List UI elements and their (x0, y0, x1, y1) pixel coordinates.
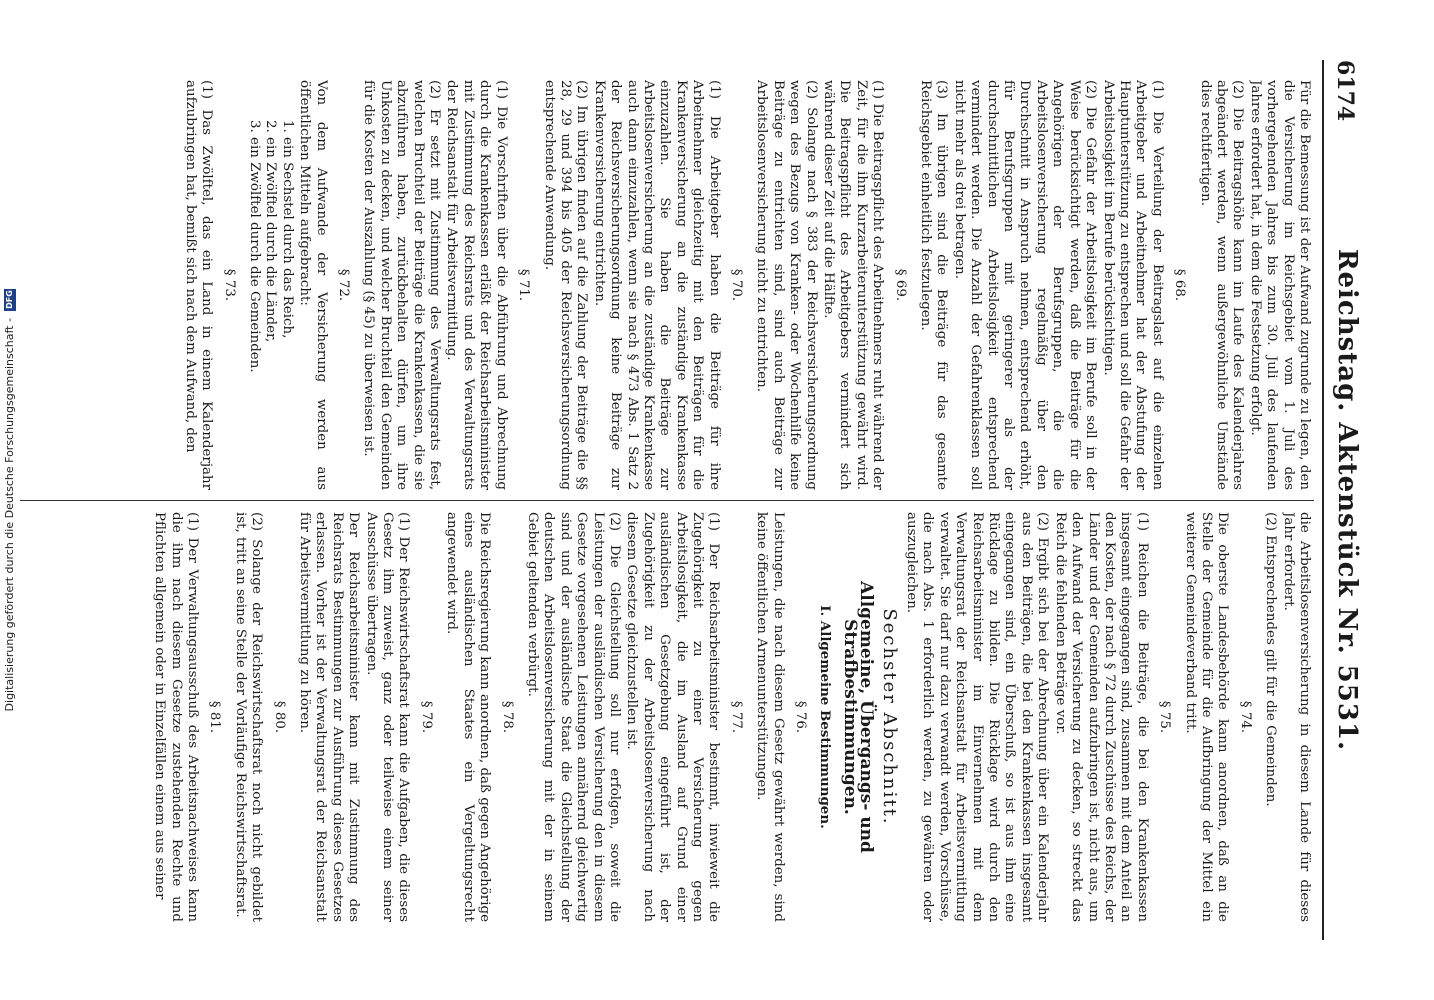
paragraph: (3) Im übrigen sind die Beiträge für das gesamte Reichsgebiet einheitlich festzulegen. (918, 80, 950, 490)
list-item: 2. ein Zwölftel durch die Länder, (263, 120, 279, 343)
section-number: § 78. (499, 700, 515, 734)
list-item: 1. ein Sechstel durch das Reich, (279, 120, 295, 339)
paragraph: (1) Die Verteilung der Beitragslast auf die einzelnen Arbeitgeber und Arbeitnehmer hat der Abstufung der Hauptunterstützung zu entsprechen und soll die Gefahr der Arbeitslosigkeit im Berufe berücksichtigen. (1100, 80, 1165, 490)
paragraph: Der Reichsarbeitsminister kann mit Zustimmung des Reichsrats Bestimmungen zur Ausführung dieses Gesetzes erlassen. Vorher ist der Verwaltungsrat der Reichsanstalt für Arbeitsvermittlung zu hören. (297, 512, 362, 922)
paragraph: (1) Die Beitragspflicht des Arbeitnehmers ruht während der Zeit, für die ihm Kurzarbeiterunterstützung gewährt wird. Die Beitragspflicht des Arbeitgebers vermindert sich während dieser Zeit auf die Hälfte. (821, 80, 886, 490)
section-heading: Sechster Abschnitt. (878, 608, 900, 826)
section-number: § 68. (1172, 268, 1188, 302)
paragraph: (1) Die Arbeitgeber haben die Beiträge für ihre Arbeitnehmer gleichzeitig mit den Beiträgen für die Krankenversicherung an die zuständige Krankenkasse einzuzahlen. Sie haben die Beiträge zur Arbeitslosenversicherung an die zuständige Krankenkasse auch dann einzuzahlen, wenn sie nach § 473 Abs. 1 Satz 2 der Reichsversicherungsordnung keine Beiträge zur Krankenversicherung entrichten. (591, 80, 722, 490)
right-column (30, 512, 1312, 922)
paragraph: (1) Die Vorschriften über die Abführung und Abrechnung durch die Krankenkassen erläßt der Reichsarbeitsminister mit Zustimmung des Reichsrats und des Verwaltungsrats der Reichsanstalt für Arbeitsvermittlung. (444, 80, 509, 490)
section-number: § 79. (418, 700, 434, 734)
paragraph: Von dem Aufwande der Versicherung werden aus öffentlichen Mitteln aufgebracht: (297, 80, 329, 490)
paragraph: (2) Ergibt sich bei der Abrechnung über ein Kalenderjahr aus den Beiträgen, die bei den Krankenkassen insgesamt eingegangen sind, ein Überschuß, so ist aus ihm eine Rücklage zu bilden. Die Rücklage wird durch den Reichsarbeitsminister im Einvernehmen mit dem Verwaltungsrat der Reichsanstalt für Arbeitsvermittlung verwaltet. Sie darf nur dazu verwandt werden, Vorschüsse, die nach Abs. 1 erforderlich werden, zu gewähren oder auszugleichen. (904, 512, 1051, 922)
paragraph: (2) Im übrigen finden auf die Zahlung der Beiträge die §§ 28, 29 und 394 bis 405 der Reichsversicherungsordnung entsprechende Anwendung. (541, 80, 590, 490)
section-number: § 71. (516, 268, 532, 302)
paragraph: (1) Der Reichsarbeitsminister bestimmt, inwieweit die Zugehörigkeit zu einer Versicherung gegen Arbeitslosigkeit, die im Ausland auf Grund einer ausländischen Gesetzgebung eingeführt ist, der Zugehörigkeit zu der Arbeitslosenversicherung nach diesem Gesetze gleichzustellen ist. (624, 512, 722, 922)
paragraph: (2) Entsprechendes gilt für die Gemeinden. (1263, 512, 1279, 807)
paragraph: (2) Die Gleichstellung soll nur erfolgen, soweit die Leistungen der ausländischen Versicherung den in diesem Gesetze vorgesehenen Leistungen annähernd gleichwertig sind und der ausländische Staat die Gleichstellung der deutschen Arbeitslosenversicherung mit der in seinem Gebiet geltenden verbürgt. (524, 512, 622, 922)
page-title: Reichstag. Aktenstück Nr. 5531. (1332, 248, 1362, 752)
paragraph: Die Reichsregierung kann anordnen, daß gegen Angehörige eines ausländischen Staates ein Vergeltungsrecht angewendet wird. (444, 512, 493, 922)
paragraph: (1) Das Zwölftel, das ein Land in einem Kalenderjahr aufzubringen hat, bemißt sich nach dem Aufwand, den (182, 80, 215, 490)
page-header (1322, 60, 1364, 940)
paragraph: (2) Die Beitragshöhe kann im Laufe des Kalenderjahres abgeändert werden, wenn außergewöhnliche Umstände dies rechtfertigen. (1197, 80, 1246, 490)
subsection-heading: I. Allgemeine Bestimmungen. (817, 605, 834, 829)
paragraph: die Arbeitslosenversicherung in diesem Lande für dieses Jahr erfordert. (1280, 512, 1312, 922)
paragraph: (2) Er setzt mit Zustimmung des Verwaltungsrats fest, welchen Bruchteil der Beiträge die Krankenkassen, die sie abzuführen haben, zurückbehalten dürfen, um ihre Unkosten zu decken, und welcher Bruchteil den Gemeinden für die Kosten der Auszahlung (§ 45) zu überweisen ist. (361, 80, 443, 490)
paragraph: (1) Der Reichswirtschaftsrat kann die Aufgaben, die dieses Gesetz ihm zuweist, ganz oder teilweise einem seiner Ausschüsse übertragen. (363, 512, 412, 922)
section-number: § 74. (1237, 700, 1253, 734)
section-number: § 72. (336, 268, 352, 302)
page-number: 6174 (1332, 60, 1358, 122)
column-divider (20, 500, 1314, 501)
paragraph: (2) Solange der Reichswirtschaftsrat noch nicht gebildet ist, tritt an seine Stelle der Vorläufige Reichswirtschaftsrat. (232, 512, 265, 922)
paragraph: Leistungen, die nach diesem Gesetz gewährt werden, sind keine öffentlichen Armenunterstützungen. (754, 512, 786, 922)
paragraph: Die oberste Landesbehörde kann anordnen, daß an die Stelle der Gemeinde für die Aufbringung der Mittel ein weiterer Gemeindeverband tritt. (1182, 512, 1231, 922)
digitization-footer (0, 0, 20, 1000)
section-number: § 70. (729, 268, 744, 302)
paragraph: (2) Solange nach § 383 der Reichsversicherungsordnung wegen des Bezugs von Kranken- oder Wochenhilfe keine Beiträge zu entrichten sind, sind auch Beiträge zur Arbeitslosenversicherung nicht zu entrichten. (754, 80, 819, 490)
section-number: § 77. (728, 700, 744, 734)
dfg-logo: DFG (5, 290, 14, 309)
section-number: § 69. (892, 268, 908, 302)
section-number: § 76. (793, 700, 809, 734)
paragraph: Für die Bemessung ist der Aufwand zugrunde zu legen, den die Versicherung im Reichsgebiet vom 1. Juli des vorhergehenden Jahres bis zum 30. Juli des laufenden Jahres erfordert hat, in dem die Festsetzung erfolgt. (1247, 80, 1312, 490)
paragraph: (1) Der Verwaltungsausschuß des Arbeitsnachweises kann die ihm nach diesem Gesetze zustehenden Rechte und Pflichten allgemein oder in Einzelfällen einem aus seiner (152, 512, 201, 922)
side-strip (0, 0, 20, 1000)
section-number: § 81. (207, 700, 223, 734)
section-number: § 73. (221, 268, 237, 302)
paragraph: (2) Die Gefahr der Arbeitslosigkeit im Berufe soll in der Weise berücksichtigt werden, daß die Beiträge für die Angehörigen der Berufsgruppen, die die Arbeitslosenversicherung regelmäßig über den Durchschnitt in Anspruch nehmen, entsprechend erhöht, für Berufsgruppen mit geringerer als der durchschnittlichen Arbeitslosigkeit entsprechend vermindert werden. Die Anzahl der Gefahrenklassen soll nicht mehr als drei betragen. (951, 80, 1099, 490)
left-column (30, 80, 1312, 490)
list-item: 3. ein Zwölftel durch die Gemeinden. (247, 120, 263, 373)
digitization-note: Digitalisierung gefördert durch die Deutsche Forschungsgemeinschaft - (3, 318, 16, 712)
section-number: § 80. (271, 700, 287, 734)
section-number: § 75. (1157, 700, 1173, 734)
paragraph: (1) Reichen die Beiträge, die bei den Krankenkassen insgesamt eingegangen sind, zusammen mit dem Anteil an den Kosten, der nach § 72 durch Zuschüsse des Reichs, der Länder und der Gemeinden aufzubringen ist, nicht aus, um den Aufwand der Versicherung zu decken, so streckt das Reich die fehlenden Beträge vor. (1052, 512, 1150, 922)
section-subheading: Allgemeine, Übergangs- und Strafbestimmungen. (839, 581, 877, 853)
